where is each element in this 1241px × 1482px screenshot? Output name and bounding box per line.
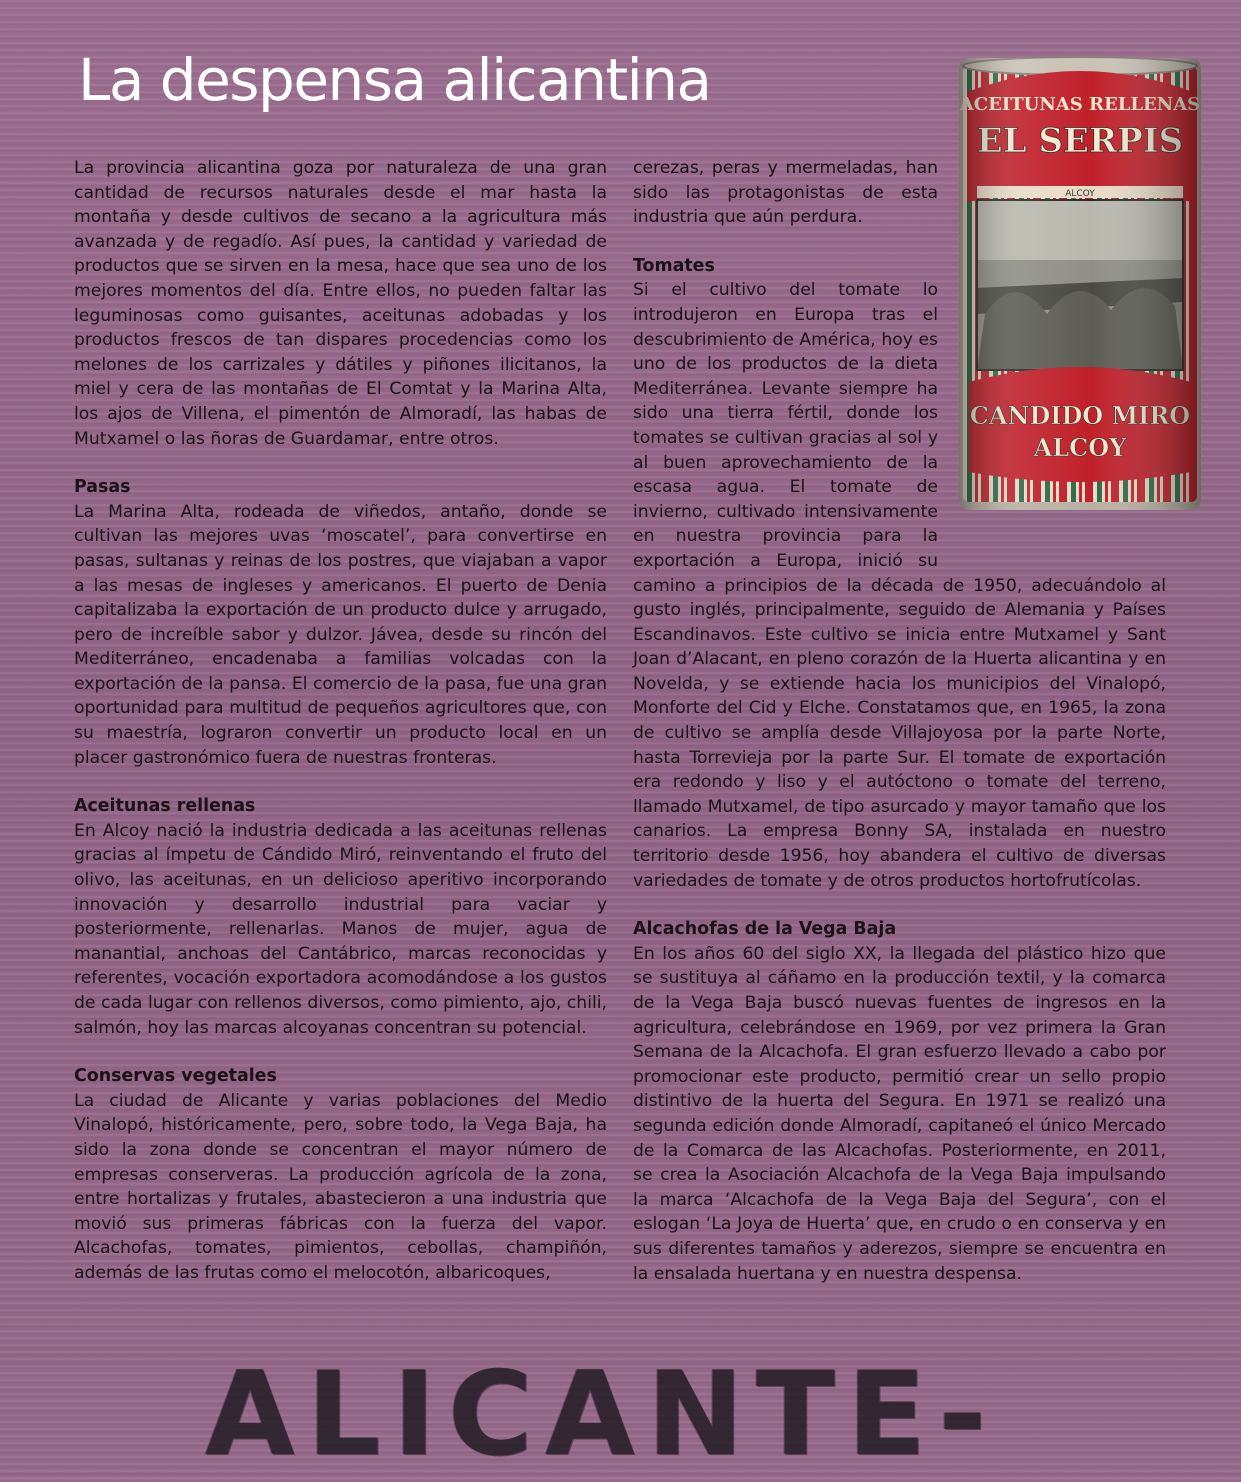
olive-can-image — [955, 52, 1205, 514]
section-text-conservas-continuation: cerezas, peras y mermeladas, han sido las protagonistas de esta industria que aún perdura. — [633, 158, 938, 228]
section-heading-pasas: Pasas — [74, 477, 131, 498]
section-heading-alcachofas: Alcachofas de la Vega Baja — [633, 919, 897, 940]
section-text-tomates: Si el cultivo del tomate lo introdujeron en Europa tras el descubrimiento de América, hoy es uno de los productos de la dieta Mediterránea. Levante siempre ha sido una tierra fértil, donde los tomates se cultivan gracias al sol y al buen aprovechamiento de la escasa agua. El tomate de invierno, cultivado intensivamente en nuestra provincia para la exportación a Europa, inició su camino a principios de la década de 1950, adecuándolo al gusto inglés, principalmente, seguido de Alemania y Países Escandinavos. Este cultivo se inicia entre Mutxamel y Sant Joan d’Alacant, en pleno corazón de la Huerta alicantina y en Novelda, y se extiende hacia los municipios del Vinalopó, Monforte del Cid y Elche. Constatamos que, en 1965, la zona de cultivo se amplía desde Villajoyosa por la parte Norte, hasta Torrevieja por la parte Sur. El tomate de exportación era redondo y liso y el autóctono o tomate del terreno, llamado Mutxamel, de tipo asurcado y mayor tamaño que los canarios. La empresa Bonny SA, instalada en nuestro territorio desde 1956, hoy abandera el cultivo de diversas variedades de tomate y de otros productos hortofrutícolas. — [633, 280, 1166, 891]
section-text-aceitunas: En Alcoy nació la industria dedicada a las aceitunas rellenas gracias al ímpetu de Cándido Miró, reinventando el fruto del olivo, las aceitunas, en un delicioso aperitivo incorporando innovación y desarrollo industrial para vaciar y posteriormente, rellenarlas. Manos de mujer, agua de manantial, anchoas del Cantábrico, marcas reconocidas y referentes, vocación exportadora acomodándose a los gustos de cada lugar con rellenos diversos, como pimiento, ajo, chili, salmón, hoy las marcas alcoyanas concentran su potencial. — [74, 820, 607, 1038]
section-text-alcachofas: En los años 60 del siglo XX, la llegada del plástico hizo que se sustituya al cáñamo en la producción textil, y la comarca de la Vega Baja buscó nuevas fuentes de ingresos en la agricultura, celebrándose en 1969, por vez primera la Gran Semana de la Alcachofa. El gran esfuerzo llevado a cabo por promocionar este producto, permitió crear un sello propio distintivo de la huerta del Segura. En 1971 se realizó una segunda edición donde Almoradí, capitaneó el único Mercado de la Comarca de las Alcachofas. Posteriormente, en 2011, se crea la Asociación Alcachofa de la Vega Baja impulsando la marca ‘Alcachofa de la Vega Baja del Segura’, con el eslogan ‘La Joya de Huerta’ que, en crudo o en conserva y en sus diferentes tamaños y aderezos, siempre se encuentra en la ensalada huertana y en nuestra despensa. — [633, 943, 1166, 1284]
section-heading-tomates: Tomates — [633, 255, 715, 276]
section-text-pasas: La Marina Alta, rodeada de viñedos, antaño, donde se cultivan las mejores uvas ‘moscatel’, para convertirse en pasas, sultanas y reinas de los postres, que viajaban a vapor a las mesas de ingleses y americanos. El puerto de Denia capitalizaba la exportación de un producto dulce y arrugado, pero de increíble sabor y dulzor. Jávea, desde su rincón del Mediterráneo, encadenaba a familias volcadas con la exportación de la pansa. El comercio de la pasa, fue una gran oportunidad para multitud de pequeños agricultores que, con su maestría, lograron convertir un producto local en un placer gastronómico fuera de nuestras fronteras. — [74, 501, 607, 768]
page-title: La despensa alicantina — [78, 46, 711, 114]
alicante-watermark: ALICANTE- — [205, 1347, 999, 1482]
section-heading-conservas: Conservas vegetales — [74, 1066, 277, 1087]
section-text-conservas: La ciudad de Alicante y varias poblaciones del Medio Vinalopó, históricamente, pero, sobre todo, la Vega Baja, ha sido la zona donde se concentran el mayor número de empresas conserveras. La producción agrícola de la zona, entre hortalizas y frutales, abastecieron a una industria que movió sus primeras fábricas con la fuerza del vapor. Alcachofas, tomates, pimientos, cebollas, champiñón, además de las frutas como el melocotón, albaricoques, — [74, 1090, 607, 1283]
section-heading-aceitunas: Aceitunas rellenas — [74, 796, 256, 817]
left-column — [74, 156, 607, 1286]
intro-paragraph: La provincia alicantina goza por naturaleza de una gran cantidad de recursos naturales desde el mar hasta la montaña y desde cultivos de secano a la agricultura más avanzada y de regadío. Así pues, la cantidad y variedad de productos que se sirven en la mesa, hace que sea uno de los mejores momentos del día. Entre ellos, no pueden faltar las leguminosas como guisantes, aceitunas adobadas y los productos frescos de tan dispares procedencias como los melones de los carrizales y dátiles y piñones ilicitanos, la miel y cera de las montañas de El Comtat y la Marina Alta, los ajos de Villena, el pimentón de Almoradí, las habas de Mutxamel o las ñoras de Guardamar, entre otros. — [74, 158, 607, 449]
